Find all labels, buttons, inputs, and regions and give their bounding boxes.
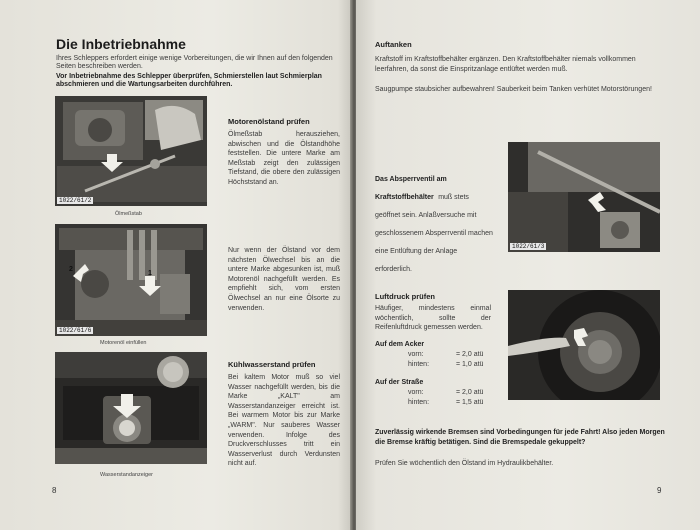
section-text: Häufiger, mindestens einmal wöchentlich, sollte der Reifenluftdruck gemessen werden. <box>375 305 491 332</box>
pressure-label: vorn: <box>408 351 424 358</box>
tire-photo-graphic <box>508 290 660 400</box>
section-text: Nur wenn der Ölstand vor dem nächsten Ölwechsel bis an die untere Marke abgesunken ist, muß Motorenöl nachgefüllt werden. Es empfiehlt sich, vom ersten Ölwechsel an nur eine Ölsorte zu verwenden. <box>228 247 340 312</box>
pressure-value: = 1,5 atü <box>456 399 484 406</box>
right-page <box>356 0 700 530</box>
marker-2: 2 <box>69 266 73 273</box>
photo-caption: Motorenöl einfüllen <box>100 340 147 346</box>
footer-text: Prüfen Sie wöchentlich den Ölstand im Hydraulikbehälter. <box>375 460 554 467</box>
section-text: Bei kaltem Motor muß so viel Wasser nachgefüllt werden, bis die Marke „KALT" am Wasserstandanzeiger erreicht ist. Bei warmem Motor bis zur Marke „WARM". Nur sauberes Wasser verwenden. Infolge des Druckverschlusses tritt ein Wasserverlust durch Verdunsten nicht auf. <box>228 374 340 468</box>
section-heading: Kühlwasserstand prüfen <box>228 360 316 369</box>
pressure-value: = 2,0 atü <box>456 389 484 396</box>
intro-bold-text: Vor Inbetriebnahme des Schlepper überprüfen, Schmierstellen laut Schmierplan abschmieren und die Wartungsarbeiten durchführen. <box>56 73 322 88</box>
water-gauge-photo <box>55 352 207 464</box>
pressure-label: vorn: <box>408 389 424 396</box>
intro-text: Ihres Schleppers erfordert einige wenige Vorbereitungen, die wir Ihnen auf den folgenden Seiten beschreiben werden. <box>56 55 333 70</box>
pressure-label: hinten: <box>408 361 430 368</box>
fuel-tank-photo-graphic <box>508 142 660 252</box>
photo-caption: Wasserstandanzeiger <box>100 472 153 478</box>
page-title: Die Inbetriebnahme <box>56 36 186 52</box>
section-heading: Luftdruck prüfen <box>375 292 435 301</box>
section-heading: Auftanken <box>375 40 412 49</box>
valve-text-block <box>375 168 493 276</box>
engine-photo-graphic <box>55 96 207 206</box>
oil-fill-photo <box>55 224 207 336</box>
photo-caption: Ölmeßstab <box>115 211 142 217</box>
page-number: 8 <box>52 486 57 495</box>
brake-warning: Zuverlässig wirkende Bremsen sind Vorbedingungen für jede Fahrt! Also jeden Morgen die Bremse kräftig betätigen. Sind die Bremspedale gekuppelt? <box>375 429 665 446</box>
section-text-note: Saugpumpe staubsicher aufbewahren! Sauberkeit beim Tanken verhütet Motorstörungen! <box>375 86 652 93</box>
section-heading: Das Absperrventil am Kraftstoffbehälter <box>375 176 447 201</box>
fuel-valve-photo <box>508 142 660 252</box>
engine-photo-graphic <box>55 224 207 336</box>
pressure-label: hinten: <box>408 399 430 406</box>
photo-code: 1022/61/6 <box>59 327 92 334</box>
pressure-value: = 2,0 atü <box>456 351 484 358</box>
page-number: 9 <box>657 486 662 495</box>
photo-code: 1022/61/2 <box>59 197 92 204</box>
photo-code: 1022/61/3 <box>512 243 545 250</box>
pressure-value: = 1,0 atü <box>456 361 484 368</box>
radiator-photo-graphic <box>55 352 207 464</box>
section-text: muß stets geöffnet sein. Anlaßversuche mit geschlossenem Absperrventil machen eine Entlüftung der Anlage erforderlich. <box>375 194 493 273</box>
pressure-group-label: Auf der Straße <box>375 379 424 386</box>
pressure-group-label: Auf dem Acker <box>375 341 425 348</box>
tire-pressure-photo <box>508 290 660 400</box>
oil-dipstick-photo <box>55 96 207 206</box>
section-heading: Motorenölstand prüfen <box>228 117 310 126</box>
section-text: Kraftstoff im Kraftstoffbehälter ergänzen. Den Kraftstoffbehälter niemals vollkommen leerfahren, da sonst die Einspritzanlage entlüftet werden muß. <box>375 56 636 73</box>
marker-1: 1 <box>148 270 152 277</box>
section-text: Ölmeßstab herausziehen, abwischen und die Ölstandhöhe feststellen. Die untere Marke am Meßstab zeigt den zulässigen Tiefstand, die obere den zulässigen Höchststand an. <box>228 131 340 186</box>
